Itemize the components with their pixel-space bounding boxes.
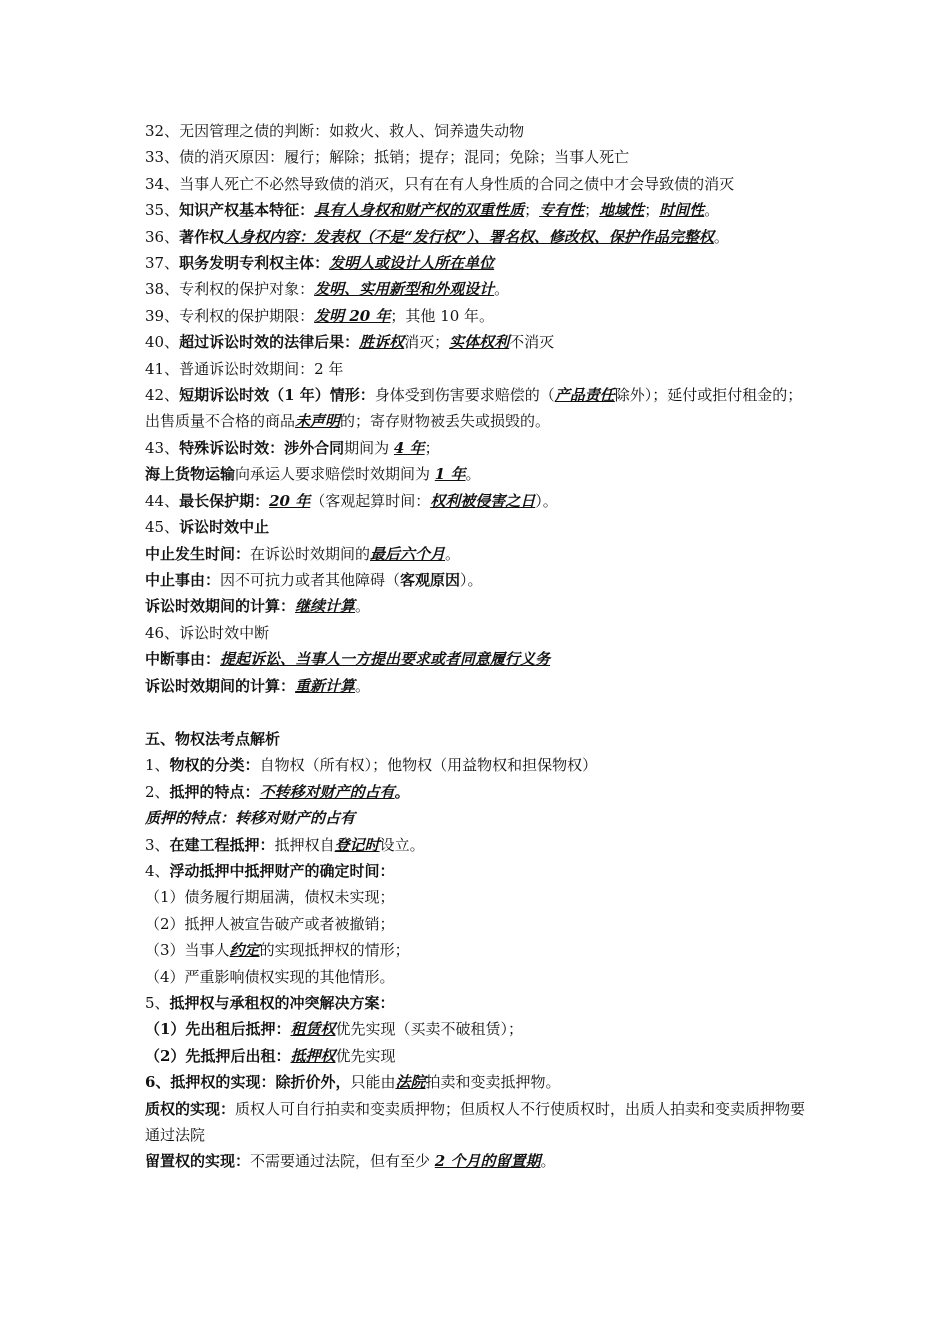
text-line (145, 276, 815, 302)
bold-text: 浮动抵押中抵押财产的确定时间： (169, 861, 395, 880)
text-line (145, 224, 815, 250)
emphasized-text: 时间性 (659, 201, 705, 220)
bold-text: 职务发明专利权主体： (179, 254, 330, 273)
bold-text: 知识产权基本特征： (179, 201, 315, 220)
text-span: ）。 (535, 491, 558, 510)
emphasized-text: 4 年 (393, 438, 425, 457)
text-line (145, 593, 815, 619)
emphasized-text: 1 年 (434, 465, 466, 484)
emphasized-text: 具有人身权和财产权的双重性质 (314, 201, 525, 220)
text-span: 。 (355, 676, 371, 695)
text-span: （2）抵押人被宣告破产或者被撤销； (145, 914, 395, 933)
text-span: 的；寄存财物被丢失或损毁的。 (340, 412, 551, 431)
bold-text: 6、抵押权的实现：除折价外， (145, 1073, 351, 1092)
emphasized-text: 产品责任 (554, 386, 615, 405)
text-line (145, 752, 815, 778)
bold-text: 中止事由： (145, 570, 221, 589)
text-span: 因不可抗力或者其他障碍（ (220, 570, 401, 589)
bold-text: 中断事由： (145, 650, 221, 669)
text-line (145, 1043, 815, 1069)
text-span: 3、 (145, 835, 170, 854)
text-span: 。 (713, 227, 729, 246)
bold-text: 。 (394, 782, 410, 801)
emphasized-text: 实体权利 (449, 333, 510, 352)
emphasized-text: 发明人或设计人所在单位 (329, 254, 495, 273)
emphasized-text: 人身权内容：发表权（不是“发行权”）、署名权、修改权、保护作品完整权 (224, 227, 714, 246)
text-span: 33、债的消灭原因：履行；解除；抵销；提存；混同；免除；当事人死亡 (145, 148, 630, 167)
text-line (145, 382, 815, 435)
bold-text: 中止发生时间： (145, 544, 251, 563)
text-span: 。 (540, 1152, 556, 1171)
bold-text: 特殊诉讼时效：涉外合同 (179, 438, 345, 457)
text-span: 36、 (145, 227, 180, 246)
emphasized-text: 未声明 (295, 412, 341, 431)
emphasized-text: 胜诉权 (359, 333, 405, 352)
text-span: 除外）；延付或拒付租金的；出售质量不合格的商品 (145, 386, 803, 431)
text-line (145, 884, 815, 910)
text-line (145, 435, 815, 461)
emphasized-text: 抵押权 (290, 1046, 336, 1065)
bold-text: 诉讼时效期间的计算： (145, 676, 296, 695)
text-span: 优先实现（买卖不破租赁）； (335, 1020, 523, 1039)
text-span: 。 (465, 465, 481, 484)
text-line (145, 964, 815, 990)
text-span: 在诉讼时效期间的 (250, 544, 371, 563)
text-span: 。 (445, 544, 461, 563)
text-span: 1、 (145, 756, 170, 775)
bold-text: 超过诉讼时效的法律后果： (179, 333, 360, 352)
text-span: 5、 (145, 994, 170, 1012)
text-line (145, 250, 815, 276)
text-span: 消灭； (404, 333, 450, 352)
emphasized-text: 发明、实用新型和外观设计 (314, 280, 495, 299)
text-line (145, 1096, 815, 1122)
text-span: 46、诉讼时效中断 (145, 623, 270, 642)
text-span: ； (424, 438, 440, 457)
text-line (145, 646, 815, 672)
text-line (145, 1069, 815, 1095)
text-line (145, 567, 815, 593)
emphasized-text: 发明 20 年 (314, 306, 391, 325)
text-span: 32、无因管理之债的判断：如救火、救人、饲养遗失动物 (145, 122, 525, 140)
text-span: 优先实现 (335, 1046, 396, 1065)
bold-text: 著作权 (179, 227, 225, 246)
text-line (145, 171, 815, 197)
emphasized-text: 最后六个月 (370, 544, 446, 563)
bold-text: 抵押的特点： (169, 782, 260, 801)
bold-text: 短期诉讼时效（1 年）情形： (179, 386, 375, 405)
text-span: ；其他 10 年。 (390, 306, 495, 325)
text-span: ； (644, 201, 660, 220)
emphasized-text: 法院 (395, 1073, 426, 1092)
bold-text: 最长保护期： (179, 491, 270, 510)
text-line (145, 937, 815, 963)
text-span: 37、 (145, 254, 180, 273)
text-span: 质权人可自行拍卖和变卖质押物；但质权人不行使质权时，出质人拍卖和变卖质押物要 (235, 1099, 806, 1118)
emphasized-text: 地域性 (599, 201, 645, 220)
text-span: 通过法院 (145, 1126, 206, 1145)
text-span: （4）严重影响债权实现的其他情形。 (145, 967, 395, 986)
text-line (145, 620, 815, 646)
text-span: 44、 (145, 491, 180, 510)
text-span: 抵押权自 (274, 835, 335, 854)
text-span: 只能由 (350, 1073, 396, 1092)
text-line (145, 779, 815, 805)
text-span: 42、 (145, 386, 180, 405)
text-span: 43、 (145, 438, 180, 457)
emphasized-text: 20 年 (269, 491, 311, 510)
text-line (145, 911, 815, 937)
emphasized-text: 2 个月的留置期 (434, 1152, 541, 1171)
bold-text: 在建工程抵押： (169, 835, 275, 854)
bold-text: 物权的分类： (169, 756, 260, 775)
text-line (145, 144, 815, 170)
bold-text: 五、物权法考点解析 (145, 729, 281, 748)
text-span: 质押的特点：转移对财产的占有 (145, 809, 356, 828)
emphasized-text: 登记时 (334, 835, 380, 854)
bold-text: （1）先出租后抵押： (145, 1020, 291, 1039)
text-span: ）。 (460, 570, 483, 589)
text-line (145, 541, 815, 567)
text-span: 38、专利权的保护对象： (145, 280, 315, 299)
text-span: ； (584, 201, 600, 220)
bold-text: 抵押权与承租权的冲突解决方案： (169, 994, 395, 1012)
bold-text: 客观原因 (400, 570, 461, 589)
text-line (145, 1122, 815, 1148)
text-span: 的实现抵押权的情形； (259, 941, 410, 960)
bold-text: （2）先抵押后出租： (145, 1046, 291, 1065)
text-span: 。 (704, 201, 720, 220)
emphasized-text: 专有性 (539, 201, 585, 220)
text-span: 。 (355, 597, 371, 616)
text-line (145, 990, 815, 1016)
text-line (145, 461, 815, 487)
emphasized-text: 提起诉讼、当事人一方提出要求或者同意履行义务 (220, 650, 551, 669)
text-span: 39、专利权的保护期限： (145, 306, 315, 325)
text-span: （客观起算时间： (310, 491, 431, 510)
text-span: 身体受到伤害要求赔偿的（ (374, 386, 555, 405)
text-line (145, 1016, 815, 1042)
bold-text: 诉讼时效中止 (179, 518, 270, 537)
text-span: （1）债务履行期届满，债权未实现； (145, 888, 395, 907)
text-span: 34、当事人死亡不必然导致债的消灭，只有在有人身性质的合同之债中才会导致债的消灭 (145, 174, 735, 193)
bold-text: 诉讼时效期间的计算： (145, 597, 296, 616)
emphasized-text: 不转移对财产的占有 (259, 782, 395, 801)
text-line (145, 488, 815, 514)
emphasized-text: 权利被侵害之日 (430, 491, 536, 510)
text-line (145, 1148, 815, 1174)
document-page (145, 118, 815, 1175)
text-span: 拍卖和变卖抵押物。 (425, 1073, 561, 1092)
text-span: 。 (494, 280, 510, 299)
text-span: 期间为 (344, 438, 394, 457)
text-span: 40、 (145, 333, 180, 352)
text-line (145, 197, 815, 223)
emphasized-text: 约定 (229, 941, 260, 960)
text-span: 不需要通过法院，但有至少 (250, 1152, 435, 1171)
text-line (145, 514, 815, 540)
text-line (145, 726, 815, 752)
text-span: 4、 (145, 861, 170, 880)
text-line (145, 118, 815, 144)
text-span: 41、普通诉讼时效期间：2 年 (145, 359, 344, 378)
emphasized-text: 继续计算 (295, 597, 356, 616)
emphasized-text: 重新计算 (295, 676, 356, 695)
text-span: 向承运人要求赔偿时效期间为 (235, 465, 435, 484)
bold-text: 留置权的实现： (145, 1152, 251, 1171)
text-span: 2、 (145, 782, 170, 801)
text-span: 设立。 (379, 835, 425, 854)
emphasized-text: 租赁权 (290, 1020, 336, 1039)
text-line (145, 858, 815, 884)
text-span: （3）当事人 (145, 941, 230, 960)
text-line (145, 329, 815, 355)
text-line (145, 303, 815, 329)
text-line (145, 356, 815, 382)
bold-text: 海上货物运输 (145, 465, 236, 484)
text-span: ； (524, 201, 540, 220)
text-line (145, 805, 815, 831)
text-line (145, 673, 815, 699)
text-span: 不消灭 (509, 333, 555, 352)
bold-text: 质权的实现： (145, 1099, 236, 1118)
text-span: 45、 (145, 518, 180, 537)
blank-line (145, 699, 815, 726)
text-span: 自物权（所有权）；他物权（用益物权和担保物权） (259, 756, 598, 775)
text-span: 35、 (145, 201, 180, 220)
text-line (145, 832, 815, 858)
